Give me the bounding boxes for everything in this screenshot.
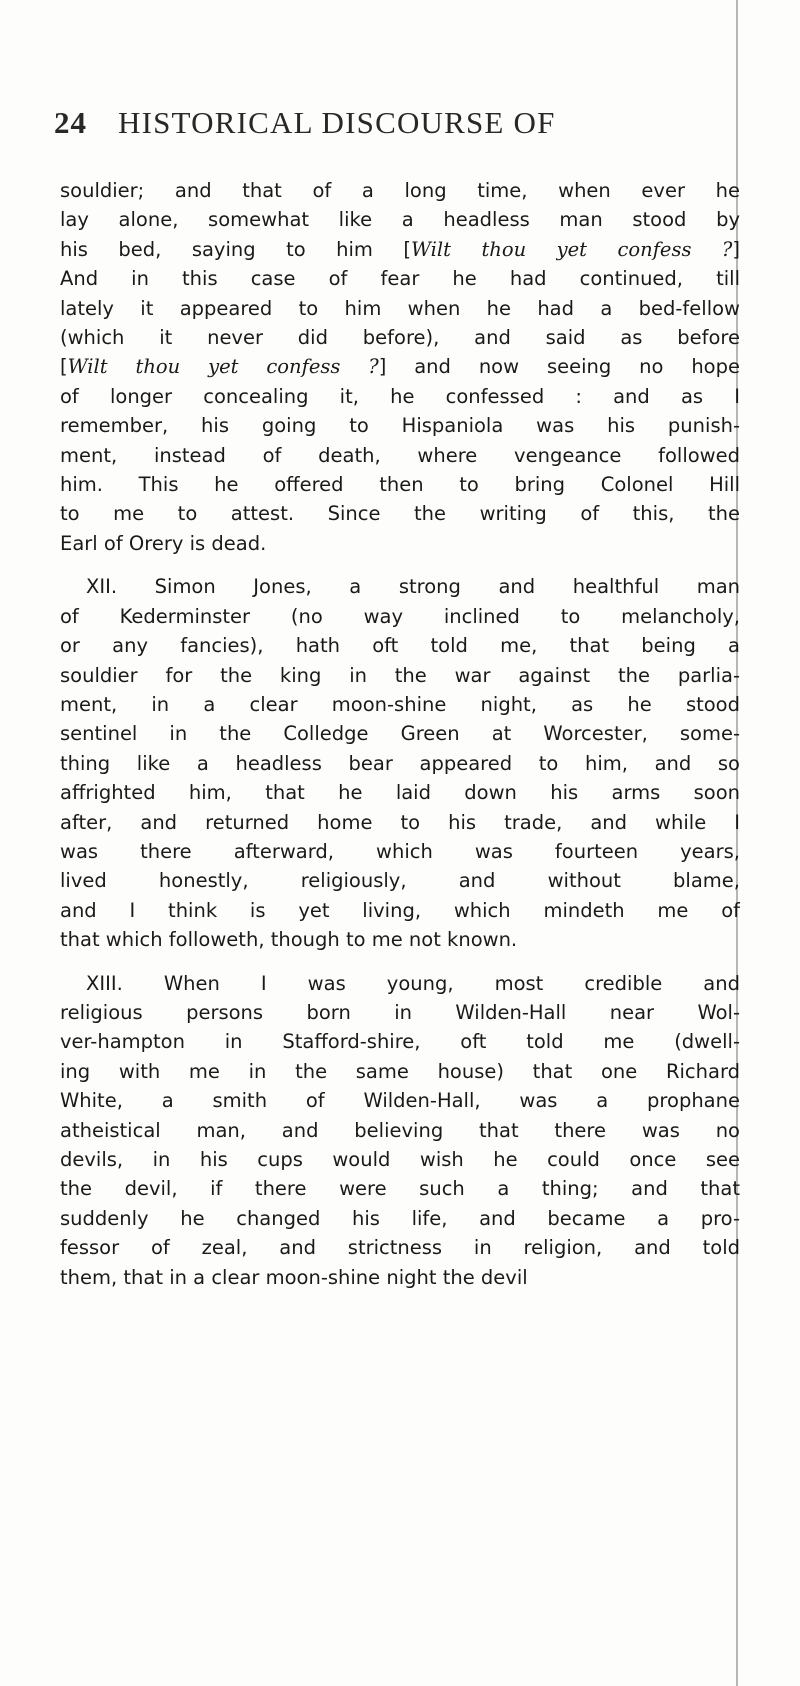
text-line: souldier for the king in the war against the parlia- (60, 663, 740, 687)
text-line: [Wilt thou yet confess ?] and now seeing no hope (60, 355, 740, 379)
text-line: them, that in a clear moon-shine night the devil (60, 1265, 528, 1289)
text-line: lived honestly, religiously, and without blame, (60, 869, 740, 893)
text-line: lay alone, somewhat like a headless man stood by (60, 208, 740, 232)
text-line: to me to attest. Since the writing of this, the (60, 502, 740, 526)
text-line: XIII. When I was young, most credible and (86, 971, 740, 995)
body-text (60, 176, 740, 1292)
text-line: of longer concealing it, he confessed : and as I (60, 384, 740, 408)
text-line: ment, in a clear moon-shine night, as he stood (60, 692, 740, 716)
text-line: ing with me in the same house) that one Richard (60, 1059, 740, 1083)
text-line: religious persons born in Wilden-Hall near Wol- (60, 1000, 740, 1024)
text-line: of Kederminster (no way inclined to melancholy, (60, 604, 740, 628)
text-line: remember, his going to Hispaniola was his punish- (60, 414, 740, 438)
text-line: after, and returned home to his trade, and while I (60, 810, 740, 834)
text-line: or any fancies), hath oft told me, that being a (60, 634, 740, 658)
text-line: him. This he offered then to bring Colonel Hill (60, 473, 740, 497)
paragraph (60, 969, 740, 1292)
text-line: and I think is yet living, which mindeth me of (60, 898, 740, 922)
text-line: devils, in his cups would wish he could once see (60, 1148, 740, 1171)
text-line: ver-hampton in Stafford-shire, oft told me (dwell- (60, 1030, 740, 1054)
text-line: thing like a headless bear appeared to him, and so (60, 751, 740, 775)
text-line: his bed, saying to him [Wilt thou yet confess ?] (60, 237, 740, 261)
text-line: was there afterward, which was fourteen years, (60, 839, 740, 863)
page-header (0, 105, 800, 145)
text-line: sentinel in the Colledge Green at Worcester, some- (60, 722, 740, 746)
text-line: And in this case of fear he had continued, till (60, 267, 740, 291)
text-line: Earl of Orery is dead. (60, 531, 267, 555)
text-line: souldier; and that of a long time, when ever he (60, 179, 740, 202)
text-line: XII. Simon Jones, a strong and healthful man (86, 575, 740, 599)
text-line: affrighted him, that he laid down his arms soon (60, 781, 740, 805)
text-line: the devil, if there were such a thing; and that (60, 1177, 740, 1201)
text-line: lately it appeared to him when he had a bed-fellow (60, 296, 740, 320)
text-line: (which it never did before), and said as before (60, 326, 740, 350)
page-number: 24 (54, 105, 87, 140)
paragraph (60, 176, 740, 558)
text-line: fessor of zeal, and strictness in religion, and told (60, 1236, 740, 1260)
text-line: White, a smith of Wilden-Hall, was a prophane (60, 1089, 740, 1113)
text-line: suddenly he changed his life, and became a pro- (60, 1206, 740, 1230)
running-head: HISTORICAL DISCOURSE OF (118, 105, 556, 140)
paragraph (60, 572, 740, 954)
text-line: ment, instead of death, where vengeance followed (60, 443, 740, 467)
text-line: that which followeth, though to me not known. (60, 928, 518, 952)
text-line: atheistical man, and believing that there was no (60, 1118, 740, 1142)
